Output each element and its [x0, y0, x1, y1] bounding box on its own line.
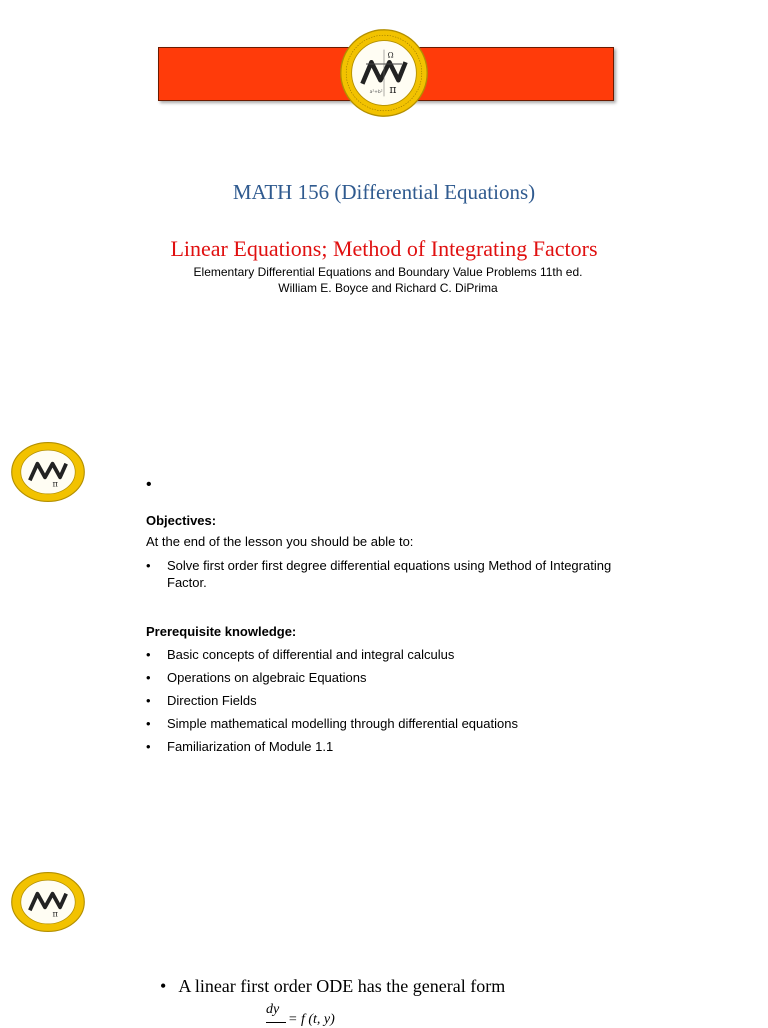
reference-book: Elementary Differential Equations and Boundary Value Problems 11th ed. — [193, 265, 583, 279]
svg-text:π: π — [52, 478, 58, 489]
svg-text:a²+b²: a²+b² — [369, 89, 383, 95]
prerequisite-heading: Prerequisite knowledge: — [146, 624, 297, 639]
course-title: MATH 156 (Differential Equations) — [232, 180, 536, 204]
bullet-marker: • — [160, 976, 167, 996]
reference-authors: William E. Boyce and Richard C. DiPrima — [278, 281, 498, 295]
list-item: • Basic concepts of differential and integral calculus — [146, 646, 637, 663]
list-item: • Simple mathematical modelling through differential equations — [146, 715, 637, 732]
lesson-title: Linear Equations; Method of Integrating Factors — [170, 236, 598, 261]
objectives-list — [146, 557, 637, 597]
ode-bullet — [160, 976, 505, 997]
list-item: • Solve first order first degree differential equations using Method of Integrating Factor. — [146, 557, 637, 591]
svg-text:π: π — [52, 908, 58, 919]
equation-numerator: dy — [266, 1002, 280, 1017]
empty-bullet: • — [146, 476, 152, 493]
list-item: • Direction Fields — [146, 692, 637, 709]
objectives-intro: At the end of the lesson you should be able to: — [146, 534, 414, 549]
list-item: • Operations on algebraic Equations — [146, 669, 637, 686]
equation-rhs: = f (t, y) — [288, 1012, 335, 1027]
ode-text: A linear first order ODE has the general form — [178, 976, 506, 996]
objectives-heading: Objectives: — [146, 513, 217, 528]
svg-text:Ω: Ω — [387, 50, 394, 60]
department-seal-icon — [10, 871, 86, 933]
svg-text:π: π — [389, 82, 397, 96]
department-seal-icon — [339, 28, 429, 118]
fraction-bar — [266, 1022, 286, 1023]
list-item: • Familiarization of Module 1.1 — [146, 738, 637, 755]
prerequisite-list — [146, 646, 637, 761]
department-seal-icon — [10, 441, 86, 503]
